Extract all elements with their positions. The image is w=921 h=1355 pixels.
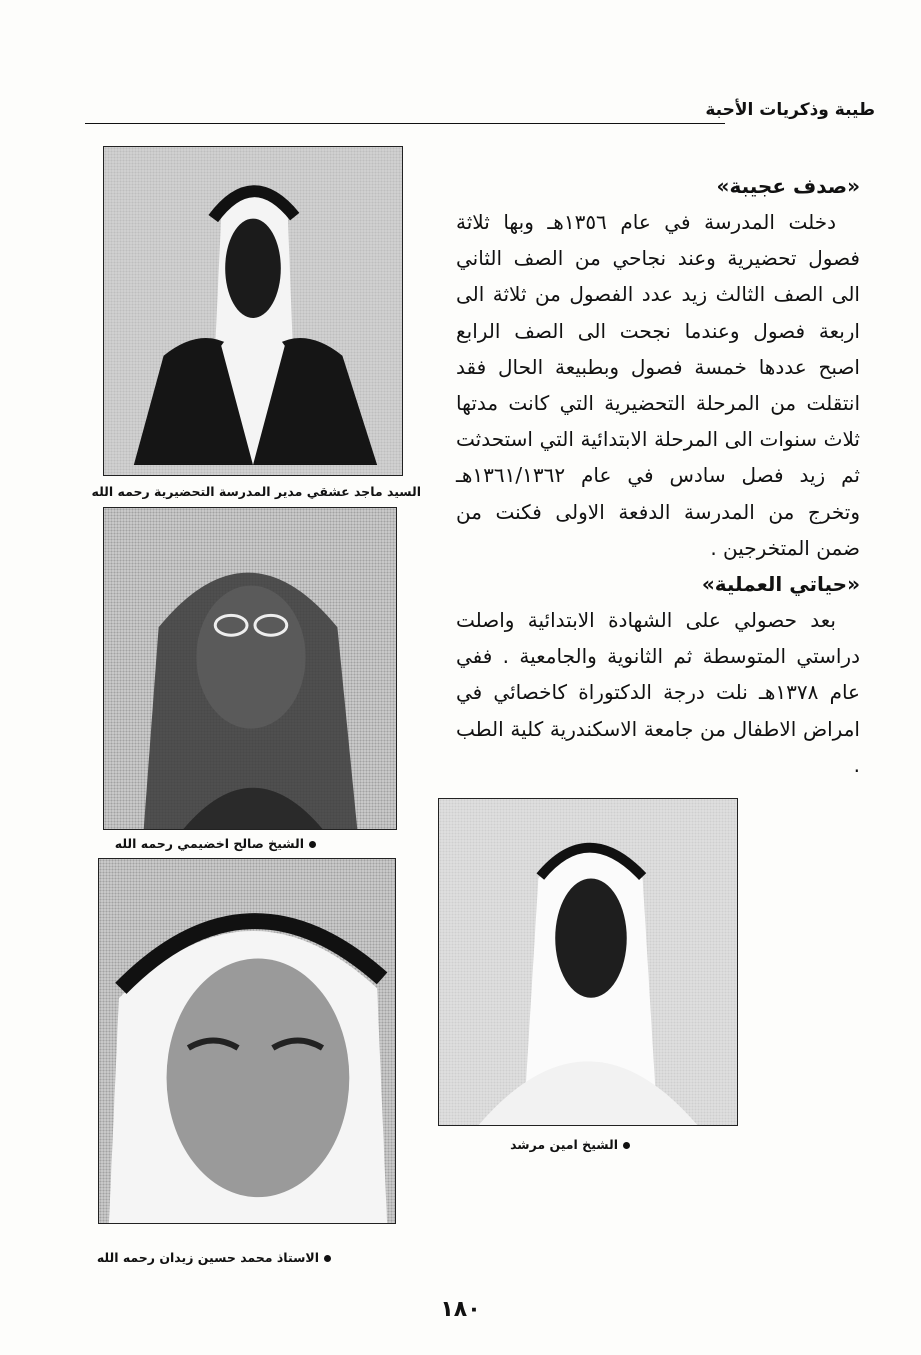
photo-caption: الاستاذ محمد حسين زيدان رحمه الله bbox=[97, 1250, 331, 1265]
photo-caption: السيد ماجد عشقي مدير المدرسة التحضيرية رحمه الله bbox=[91, 484, 421, 499]
bullet-icon bbox=[309, 841, 316, 848]
running-header-title: طيبة وذكريات الأحبة bbox=[705, 100, 875, 120]
bullet-icon bbox=[623, 1142, 630, 1149]
header-rule bbox=[85, 123, 725, 124]
portrait-photo-amin-murshid bbox=[438, 798, 738, 1126]
page-number: ١٨٠ bbox=[440, 1297, 481, 1322]
section-heading-working-life: «حياتي العملية» bbox=[701, 572, 860, 597]
section-heading-strange-coincidence: «صدف عجيبة» bbox=[716, 174, 860, 198]
portrait-photo-majid-ishqi bbox=[103, 146, 403, 476]
section-paragraph-career: بعد حصولي على الشهادة الابتدائية واصلت دراستي المتوسطة ثم الثانوية والجامعية . ففي عام ١٣٧٨هـ نلت درجة الدكتوراة كاخصائي في امراض الاطفال من جامعة الاسكندرية كلية الطب . bbox=[456, 608, 860, 777]
portrait-photo-salih-akhdimi bbox=[103, 507, 397, 830]
photo-caption: الشيخ صالح اخضيمي رحمه الله bbox=[115, 836, 316, 851]
photo-caption: الشيخ امين مرشد bbox=[510, 1137, 630, 1152]
portrait-photo-muhammad-zaidan bbox=[98, 858, 396, 1224]
section-paragraph-school: دخلت المدرسة في عام ١٣٥٦هـ وبها ثلاثة فصول تحضيرية وعند نجاحي من الصف الثاني الى الصف الثالث زيد عدد الفصول من ثلاثة الى اربعة فصول وعندما نجحت الى الصف الرابع اصبح عددها خمسة فصول وبطبيعة الحال فقد انتقلت من المرحلة التحضيرية التي كانت مدتها ثلاث سنوات الى المرحلة الابتدائية التي استحدثت ثم زيد فصل سادس في عام ١٣٦١/١٣٦٢هـ وتخرج من المدرسة الدفعة الاولى فكنت من ضمن المتخرجين . bbox=[456, 210, 860, 560]
bullet-icon bbox=[324, 1255, 331, 1262]
article-text bbox=[456, 168, 860, 783]
